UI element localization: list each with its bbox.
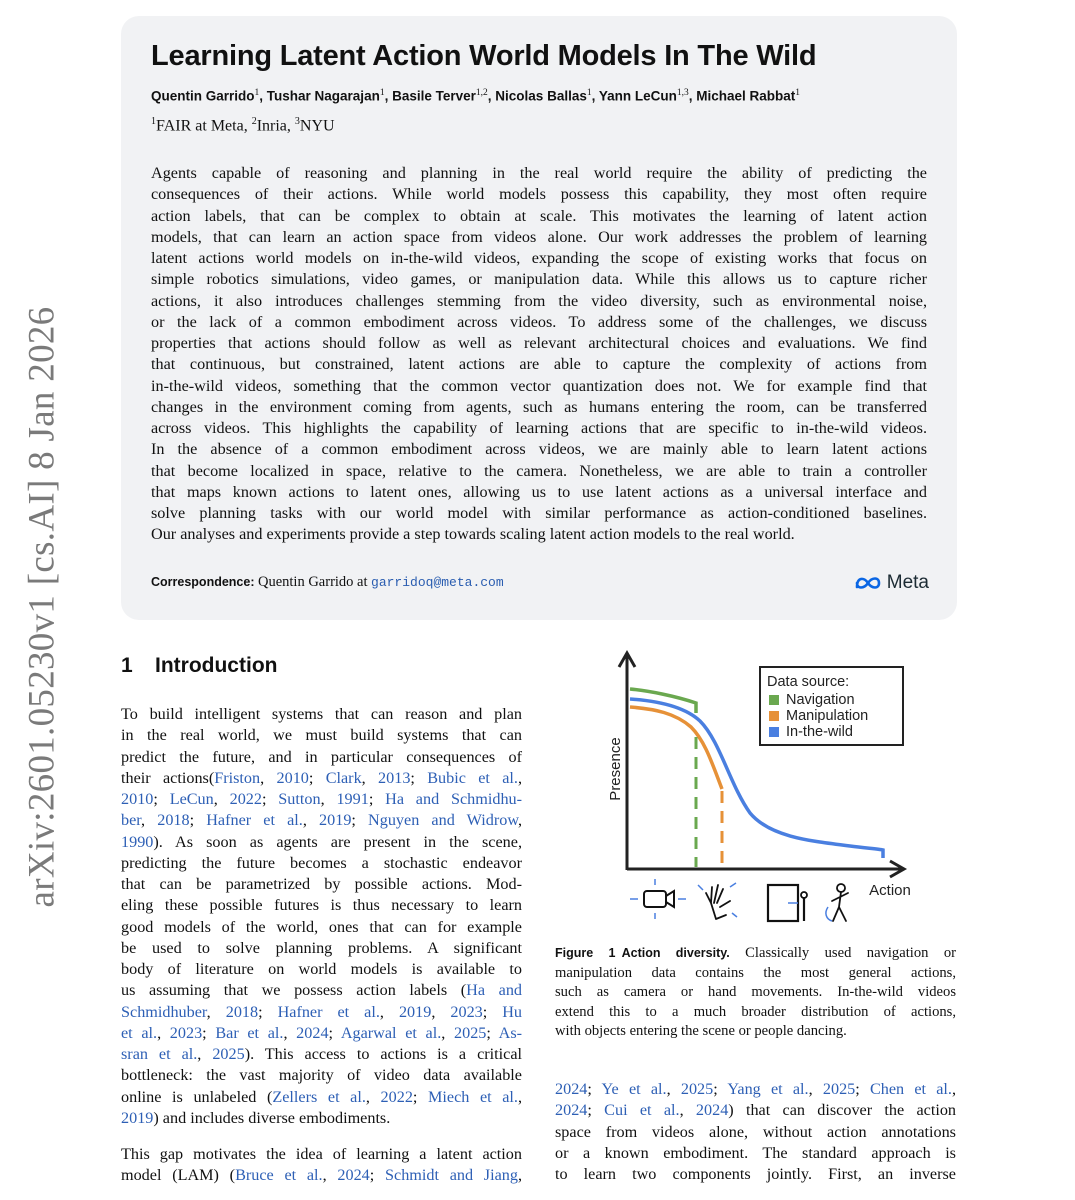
intro-paragraph-2 [121, 1144, 522, 1187]
text-segment: , [365, 1087, 381, 1106]
text-line [121, 959, 522, 980]
caption-line [555, 1003, 956, 1023]
y-axis-label: Presence [607, 737, 624, 801]
text-line [555, 1164, 956, 1185]
caption-text: manipulation data contains the most general actions, [555, 964, 956, 981]
x-axis-label: Action [869, 882, 911, 899]
text-segment: ; [713, 1080, 728, 1098]
affiliation-mark: 2 [251, 116, 257, 127]
abstract-line: that continuous, but constrained, latent actions are able to capture the complexity of actions from [151, 355, 927, 374]
caption-text: extend this to a much broader distribution of actions, [555, 1003, 956, 1020]
text-segment: ; [587, 1101, 605, 1120]
text-line [121, 1108, 522, 1129]
citation-link[interactable]: 2025 [454, 1023, 487, 1042]
citation-link[interactable]: 2024 [337, 1166, 370, 1185]
citation-link[interactable]: Nguyen and Widrow [368, 811, 518, 830]
correspondence-text: Quentin Garrido at [258, 574, 368, 590]
citation-link[interactable]: 2023 [169, 1023, 203, 1042]
camera-movement-icon [630, 879, 686, 919]
text-line [121, 980, 522, 1001]
caption-line [555, 983, 956, 1003]
citation-link[interactable]: 2024 [296, 1023, 329, 1042]
text-line [121, 1165, 522, 1186]
correspondence [151, 574, 504, 591]
text-segment: This gap motivates the idea of learning a latent action [121, 1145, 522, 1163]
section-title: Introduction [155, 654, 278, 677]
citation-link[interactable]: 2023 [450, 1002, 483, 1021]
text-segment: to learn two components jointly. First, an inverse [555, 1165, 956, 1183]
person-dancing-icon [826, 884, 848, 921]
text-segment: , [808, 1080, 823, 1098]
section-heading-introduction [121, 654, 277, 678]
right-column-text [555, 1079, 956, 1185]
author-name: Basile Terver [392, 88, 476, 104]
text-segment: predicting the future becomes a stochastic endeavor [121, 853, 522, 872]
text-segment: , [666, 1080, 681, 1098]
author-name: Yann LeCun [598, 88, 677, 104]
legend-entry-manipulation: Manipulation [786, 708, 869, 724]
text-segment: , [441, 1023, 454, 1042]
arxiv-sidebar [18, 306, 66, 908]
text-segment: ; [328, 1023, 341, 1042]
abstract-text [151, 163, 927, 546]
citation-link[interactable]: Schmidt and Jiang [385, 1166, 518, 1185]
text-line [121, 704, 522, 725]
text-line [121, 874, 522, 895]
text-segment: , [379, 1002, 399, 1021]
citation-link[interactable]: Miech et al. [428, 1087, 518, 1106]
text-line [121, 747, 522, 768]
caption-text: Classically used navigation or [745, 945, 956, 961]
abstract-line: Agents capable of reasoning and planning in the real world require the ability of predicting the [151, 164, 927, 182]
text-line [555, 1100, 956, 1121]
text-segment: ; [412, 1087, 429, 1106]
citation-link[interactable]: 2025 [212, 1045, 245, 1063]
citation-link[interactable]: Bubic et al. [427, 768, 518, 787]
citation-link[interactable]: Bar et al. [215, 1023, 284, 1042]
text-segment: , [517, 1087, 523, 1106]
text-segment: in the real world, we must build systems that can [121, 726, 522, 745]
text-segment: space from videos alone, without action annotations [555, 1122, 956, 1141]
text-segment: ; [410, 768, 428, 787]
citation-link[interactable]: 1991 [336, 790, 369, 808]
text-segment: , [951, 1080, 957, 1098]
affiliation-name: NYU [299, 117, 335, 135]
citation-link[interactable]: Zellers et al. [272, 1087, 366, 1106]
text-line [121, 1087, 522, 1108]
text-segment: their actions( [121, 768, 215, 787]
citation-link[interactable]: Cui et al. [604, 1101, 680, 1120]
text-line [555, 1079, 956, 1100]
citation-link[interactable]: Hafner et al. [277, 1002, 380, 1021]
text-segment: , [517, 811, 523, 830]
section-number: 1 [121, 654, 133, 677]
citation-link[interactable]: sran et al. [121, 1045, 198, 1063]
text-line [555, 1122, 956, 1143]
text-segment: , [517, 1166, 523, 1185]
figure-1-caption [555, 944, 956, 1042]
text-line [121, 768, 522, 789]
citation-link[interactable]: LeCun [169, 790, 214, 808]
correspondence-email-link[interactable]: garridoq@meta.com [371, 575, 504, 590]
abstract-line: changes in the environment coming from agents, such as humans entering the room, can be transferred [151, 397, 927, 416]
text-segment: ; [153, 790, 170, 808]
text-line [121, 1023, 522, 1044]
citation-link[interactable]: 2024 [555, 1101, 588, 1120]
paper-title: Learning Latent Action World Models In The Wild [151, 40, 817, 72]
correspondence-label: Correspondence: [151, 575, 255, 589]
citation-link[interactable]: ber [121, 811, 142, 830]
abstract-line: across videos. This highlights the capability of learning actions that are specific to in-the-wild videos. [151, 419, 927, 437]
citation-link[interactable]: 2019 [398, 1002, 432, 1021]
figure-number: Figure 1 [555, 946, 616, 960]
text-segment: , [517, 768, 523, 787]
citation-link[interactable]: 2010 [121, 790, 154, 808]
abstract-line: actions, it also introduces challenges stemming from the video diversity, such as environmental noise, [151, 291, 927, 310]
figure-1-action-diversity [590, 645, 935, 935]
abstract-line: models, that can learn an action space from videos alone. Our work addresses the problem of learning [151, 227, 927, 246]
text-segment: , [141, 811, 158, 830]
citation-link[interactable]: 2010 [276, 768, 309, 787]
citation-link[interactable]: Hafner et al. [206, 811, 303, 830]
text-segment: ). This access to actions is a critical [244, 1045, 523, 1063]
text-line [121, 895, 522, 916]
citation-link[interactable]: Chen et al. [869, 1080, 952, 1098]
citation-link[interactable]: 2024 [555, 1080, 588, 1098]
text-segment: model (LAM) ( [121, 1166, 236, 1185]
abstract-line: consequences of their actions. While world models possess this capability, they most often require [151, 185, 927, 204]
hand-movement-icon [698, 883, 737, 919]
citation-link[interactable]: 2013 [378, 768, 411, 787]
text-segment: ) and includes diverse embodiments. [153, 1108, 391, 1127]
text-segment: ; [855, 1080, 870, 1098]
text-segment: online is unlabeled ( [121, 1087, 273, 1106]
abstract-line: in-the-wild videos, something that the common vector quantization does not. We for example find that [151, 376, 927, 395]
legend-title: Data source: [767, 674, 850, 690]
text-segment: body of literature on world models is available to [121, 960, 522, 978]
abstract-line: simple robotics simulations, video games, or manipulation data. While this allows us to capture richer [151, 270, 927, 289]
affiliation-list: $^1$FAIR at Meta, $^2$Inria, $^3$NYU [151, 116, 335, 135]
text-segment: ; [258, 1002, 278, 1021]
citation-link[interactable]: 1990 [121, 832, 154, 851]
text-segment: , [206, 1002, 226, 1021]
author-name: Quentin Garrido [151, 88, 255, 104]
text-segment: ; [369, 1166, 385, 1185]
text-segment: ; [189, 811, 207, 830]
text-line [121, 853, 522, 874]
abstract-line: In the absence of a common embodiment across videos, we are mainly able to learn latent actions [151, 440, 927, 459]
citation-link[interactable]: Clark [325, 768, 362, 787]
text-line [555, 1143, 956, 1164]
text-line [121, 917, 522, 938]
text-segment: , [431, 1002, 451, 1021]
caption-line [555, 1022, 956, 1042]
abstract-box [121, 16, 957, 620]
caption-line [555, 964, 956, 984]
text-line [121, 832, 522, 853]
text-segment: or a known embodiment. The standard approach is [555, 1143, 956, 1162]
text-segment: To build intelligent systems that can reason and plan [121, 705, 522, 723]
abstract-line: action labels, that can be complex to obtain at scale. This motivates the learning of latent action [151, 206, 927, 225]
text-segment: ). As soon as agents are present in the scene, [153, 832, 522, 851]
citation-link[interactable]: Hu [502, 1002, 523, 1021]
text-segment: ) that can discover the action [728, 1101, 957, 1120]
text-segment: ; [351, 811, 369, 830]
text-segment: bottleneck: the vast majority of video data available [121, 1066, 522, 1085]
legend-swatch-navigation [769, 695, 779, 705]
arxiv-identifier: arXiv:2601.05230v1 [cs.AI] 8 Jan 2026 [21, 306, 63, 908]
figure-title: Action diversity. [621, 946, 730, 960]
text-segment: ; [202, 1023, 216, 1042]
meta-logo-text: Meta [886, 572, 929, 593]
citation-link[interactable]: Agarwal et al. [340, 1023, 442, 1042]
meta-logo [853, 572, 929, 594]
text-segment: ; [482, 1002, 503, 1021]
text-segment: , [302, 811, 320, 830]
figure-label [555, 946, 730, 960]
text-line [121, 789, 522, 810]
text-segment: , [320, 790, 337, 808]
text-segment: , [322, 1166, 338, 1185]
text-segment: , [213, 790, 230, 808]
text-segment: , [679, 1101, 696, 1120]
text-segment: ; [308, 768, 326, 787]
text-segment: , [197, 1045, 213, 1063]
citation-link[interactable]: Yang et al. [727, 1080, 809, 1098]
text-line [121, 725, 522, 746]
author-affiliation-mark: 1 [586, 88, 592, 98]
citation-link[interactable]: 2018 [225, 1002, 259, 1021]
citation-link[interactable]: Schmidhuber [121, 1002, 207, 1021]
citation-link[interactable]: 2019 [319, 811, 352, 830]
figure-legend [760, 667, 903, 745]
text-segment: , [157, 1023, 170, 1042]
affiliation-name: FAIR at Meta [156, 117, 244, 135]
citation-link[interactable]: 2025 [822, 1080, 856, 1098]
legend-entry-in-the-wild: In-the-wild [786, 724, 853, 740]
text-segment: be used to solve planning problems. A significant [121, 938, 522, 957]
caption-text: such as camera or hand movements. In-the-wild videos [555, 984, 956, 1000]
citation-link[interactable]: Ha and [466, 981, 523, 1000]
author-affiliation-mark: 1,2 [475, 88, 488, 98]
text-segment: ; [368, 790, 386, 808]
text-line [121, 1065, 522, 1086]
citation-link[interactable]: 2019 [121, 1108, 154, 1127]
text-segment: us assuming that we possess action labels ( [121, 981, 467, 1000]
text-line [121, 1144, 522, 1165]
citation-link[interactable]: Ye et al. [601, 1080, 667, 1098]
text-segment: ; [587, 1080, 602, 1098]
meta-infinity-icon [853, 574, 883, 592]
text-line [121, 1044, 522, 1065]
citation-link[interactable]: et al. [121, 1023, 158, 1042]
text-line [121, 810, 522, 831]
citation-link[interactable]: 2022 [380, 1087, 413, 1106]
abstract-line: solve planning tasks with our world model with similar performance as action-conditioned baselines. [151, 504, 927, 522]
text-segment: , [283, 1023, 297, 1042]
manipulation-curve [630, 707, 722, 789]
abstract-line: or the lack of a common embodiment across videos. To address some of the challenges, we discuss [151, 312, 927, 331]
text-segment: that can be parametrized by possible actions. Mod- [121, 875, 522, 893]
text-segment: predict the future, and in particular consequences of [121, 747, 522, 766]
author-name: Michael Rabbat [696, 88, 796, 104]
text-segment: , [361, 768, 379, 787]
object-entering-icon [768, 885, 807, 921]
citation-link[interactable]: 2024 [695, 1101, 729, 1120]
author-name: Nicolas Ballas [495, 88, 587, 104]
abstract-line: Our analyses and experiments provide a step towards scaling latent action models to the real world. [151, 525, 795, 544]
text-segment: eling these possible futures is thus necessary to learn [121, 896, 522, 915]
citation-link[interactable]: 2018 [157, 811, 190, 830]
citation-link[interactable]: Friston [214, 768, 261, 787]
abstract-line: properties that actions should follow as well as relevant architectural choices and evaluations. We find [151, 334, 927, 352]
citation-link[interactable]: 2025 [680, 1080, 714, 1098]
author-affiliation-mark: 1 [379, 88, 385, 98]
author-affiliation-mark: 1,3 [676, 88, 689, 98]
text-segment: good models of the world, ones that can for example [121, 917, 522, 936]
text-segment: , [260, 768, 277, 787]
text-line [121, 938, 522, 959]
affiliation-mark: 1 [151, 116, 156, 127]
citation-link[interactable]: Bruce et al. [235, 1166, 323, 1185]
text-segment: ; [486, 1023, 499, 1042]
citation-link[interactable]: 2022 [229, 790, 262, 808]
abstract-line: that become localized in space, relative to the camera. Nonetheless, we are able to train a controller [151, 461, 927, 480]
caption-line [555, 944, 956, 964]
legend-swatch-in-the-wild [769, 727, 779, 737]
author-name: Tushar Nagarajan [266, 88, 380, 104]
author-list: Quentin Garrido$^1$, Tushar Nagarajan$^1$, Basile Terver$^{1,2}$, Nicolas Ballas$^1$, Yann LeCun$^{1,3}$, Michael Rabbat$^1$ [151, 88, 801, 104]
citation-link[interactable]: Sutton [278, 790, 321, 808]
legend-swatch-manipulation [769, 711, 779, 721]
legend-entry-navigation: Navigation [786, 692, 855, 708]
author-affiliation-mark: 1 [254, 88, 260, 98]
abstract-line: that maps known actions to latent ones, allowing us to use latent actions as a universal interface and [151, 482, 927, 501]
text-line [121, 1002, 522, 1023]
citation-link[interactable]: As- [498, 1023, 523, 1042]
intro-paragraph-1 [121, 704, 522, 1129]
abstract-line: latent actions world models on in-the-wild videos, expanding the scope of existing works that focus on [151, 249, 927, 267]
affiliation-name: Inria [256, 117, 287, 135]
text-segment: ; [261, 790, 279, 808]
affiliation-mark: 3 [294, 116, 300, 127]
citation-link[interactable]: Ha and Schmidhu- [385, 790, 523, 808]
caption-text: with objects entering the scene or people dancing. [555, 1023, 847, 1039]
author-affiliation-mark: 1 [795, 88, 801, 98]
